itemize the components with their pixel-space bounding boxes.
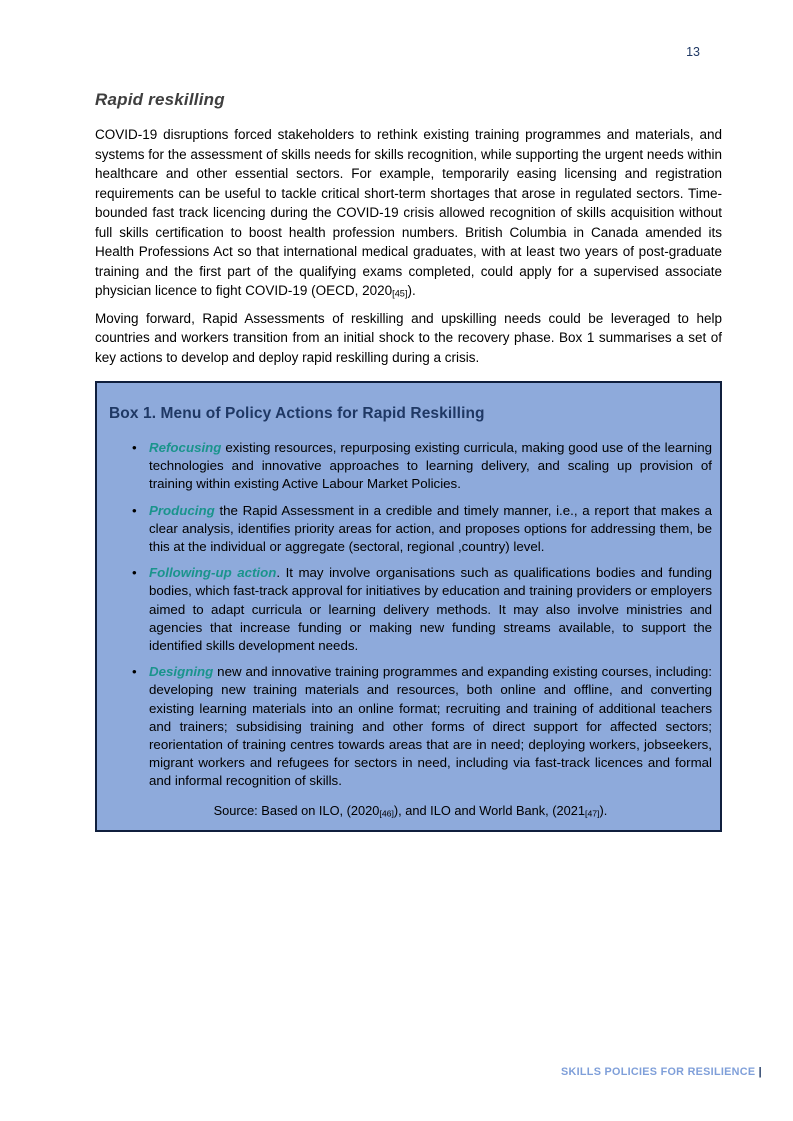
bullet-following-up-text: . It may involve organisations such as qualifications bodies and funding bodies, which fast-track approval for initiatives by education and training providers or employers aimed to adapt curricula or learning delivery methods. It may also involve ministries and agencies that increase funding or making new funding streams available, to support the identified skills development needs.: [149, 565, 713, 654]
citation-ref-47[interactable]: [47]: [585, 808, 600, 819]
paragraph-1: [95, 125, 722, 301]
citation-ref-45[interactable]: [45]: [392, 288, 408, 299]
page-content: [95, 0, 722, 832]
bullet-producing-lead: Producing: [149, 502, 215, 518]
source-part-2: ), and ILO and World Bank, (2021: [393, 802, 586, 818]
paragraph-1-after: ).: [407, 283, 416, 298]
box-source-line: [109, 803, 712, 818]
bullet-following-up: [132, 564, 712, 655]
bullet-refocusing-text: existing resources, repurposing existing curricula, making good use of the learning technologies and innovative approaches to learning delivery, and scaling up provision of training within existing Active Labour Market Policies.: [149, 440, 712, 492]
footer-separator: |: [758, 1066, 762, 1078]
bullet-designing-text: new and innovative training programmes and expanding existing courses, including: developing new training materials and resources, both online and offline, and converting existing learning materials into an online format; recruiting and training of additional teachers and trainers; subsidising training and other forms of direct support for affected sectors; reorientation of training centres towards areas that are in need; deploying workers, jobseekers, migrant workers and refugees for sectors in need, including via fast-track licences and formal and informal recognition of skills.: [149, 664, 712, 789]
paragraph-1-text: COVID-19 disruptions forced stakeholders to rethink existing training programmes and materials, and systems for the assessment of skills needs for skills recognition, while supporting the urgent needs within healthcare and other essential sectors. For example, temporarily easing licensing and registration requirements can be useful to tackle critical short-term shortages that arose in regulated sectors. Time-bounded fast track licencing during the COVID-19 crisis allowed recognition of skills acquisition without full skills certification to boost health profession numbers. British Columbia in Canada amended its Health Professions Act so that international medical graduates, with at least two years of post-graduate training and the first part of the qualifying exams completed, could apply for a supervised associate physician licence to fight COVID-19 (OECD, 2020: [95, 127, 722, 298]
bullet-refocusing-lead: Refocusing: [149, 440, 222, 455]
page-number: 13: [686, 45, 700, 59]
footer-title: SKILLS POLICIES FOR RESILIENCE: [561, 1066, 759, 1078]
bullet-following-up-lead: Following-up action: [149, 565, 277, 581]
source-part-1: Source: Based on ILO, (2020: [213, 802, 380, 818]
source-part-3: ).: [599, 802, 608, 818]
policy-box: [95, 381, 722, 832]
bullet-refocusing: [132, 439, 712, 494]
bullet-designing-lead: Designing: [149, 664, 214, 680]
bullet-designing: [132, 663, 712, 790]
box-bullet-list: [109, 439, 712, 791]
citation-ref-46[interactable]: [46]: [379, 808, 394, 819]
bullet-producing: [132, 502, 712, 557]
box-title: Box 1. Menu of Policy Actions for Rapid Reskilling: [109, 405, 485, 422]
page-footer: [561, 1066, 762, 1078]
bullet-producing-text: the Rapid Assessment in a credible and timely manner, i.e., a report that makes a clear analysis, identifies priority areas for action, and proposes options for addressing them, be this at the individual or aggregate (sectoral, regional ,country) level.: [149, 502, 712, 555]
section-heading: Rapid reskilling: [95, 90, 225, 109]
paragraph-2: Moving forward, Rapid Assessments of reskilling and upskilling needs could be leveraged to help countries and workers transition from an initial shock to the recovery phase. Box 1 summarises a set of key actions to develop and deploy rapid reskilling during a crisis.: [95, 310, 722, 365]
